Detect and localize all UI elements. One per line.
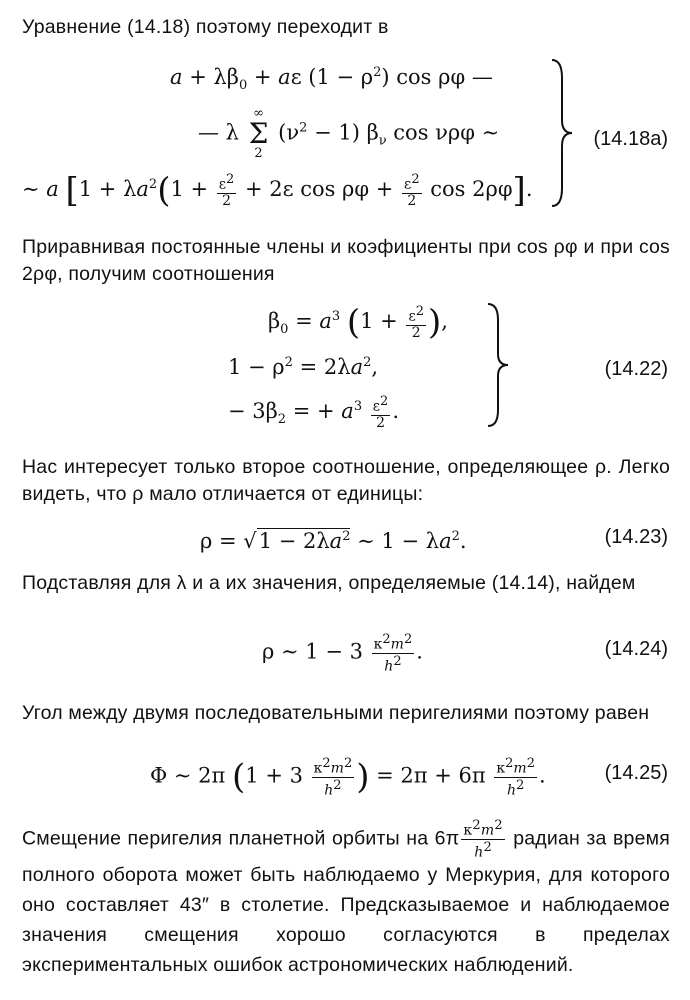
paragraph-mercury-rest: радиан за время полного оборота может быть наблюдаемо у Меркурия, для которого оно составляет 43″ в столетие. Предсказываемое и наблюдаемое значения смещения хорошо согласуются в пределах экспериментальных ошибок астрономических наблюдений. [22,827,670,977]
equation-number-14-25: (14.25) [604,762,668,784]
paragraph-intro: Уравнение (14.18) поэтому переходит в [22,16,389,38]
paragraph-mercury [22,818,670,980]
equation-14-18a-line1: $a + \lambda\beta_0 + a\varepsilon$ $(1 - \rho^2)$ cos ρφ — [170,65,493,94]
fraction-k2m2-h2: $\frac{\kappa 2m2}{h2}$ [463,818,503,861]
equation-number-14-23: (14.23) [604,526,668,548]
equation-14-18a-line3: ∼ a [$1 + \lambda a^2(1$ + $\frac{\varepsilon 2}{2}$ + 2ε cos ρφ + $\frac{\varepsilon 2}{2}$ cos 2ρφ]. [22,170,533,211]
paragraph-second-relation: Нас интересует только второе соотношение, определяющее ρ. Легко видеть, что ρ мало отличается от единицы: [22,456,670,505]
paragraph-mercury-start: Смещение перигелия планетной орбиты на 6π [22,827,460,850]
equation-number-14-22: (14.22) [604,358,668,380]
equation-number-14-24: (14.24) [604,638,668,660]
equation-14-23-body: $\rho = √1 - 2\lambda a^2$ ∼ $1 - \lambda a^2$. [200,529,467,553]
brace-right-icon [484,302,514,428]
equation-14-18a-line2: — λ ∞ Σ 2 $(\nu^2 - 1)$ $\beta_\nu$ cos νρφ ∼ [198,106,500,161]
equation-14-22-line1: $\beta_0 = a^3$ (1 + $\frac{\varepsilon 2}{2}$ ), [268,302,448,343]
paragraph-equate-terms: Приравнивая постоянные члены и коэфициенты при cos ρφ и при cos 2ρφ, получим соотношения [22,236,670,285]
equation-number-14-18a: (14.18a) [593,128,668,150]
equation-14-22-line2: $1 - \rho^2 = 2\lambda a^2$, [228,355,379,379]
equation-14-25-body: Φ ∼ 2π (1 + 3 $\frac{\kappa 2m2}{h2}$ ) = 2π + 6π $\frac{\kappa 2m2}{h2}$ . [150,756,546,799]
paragraph-substitute: Подставляя для λ и a их значения, определяемые (14.14), найдем [22,572,636,594]
paragraph-perihelion-angle: Угол между двумя последовательными перигелиями поэтому равен [22,702,650,724]
equation-14-24-body: ρ ∼ 1 − 3 $\frac{\kappa 2m2}{h2}$ . [262,632,423,675]
brace-right-icon [548,58,578,208]
equation-14-22-line3: − $3\beta_2$ = + $a^3$ $\frac{\varepsilon 2}{2}$ . [228,394,400,431]
